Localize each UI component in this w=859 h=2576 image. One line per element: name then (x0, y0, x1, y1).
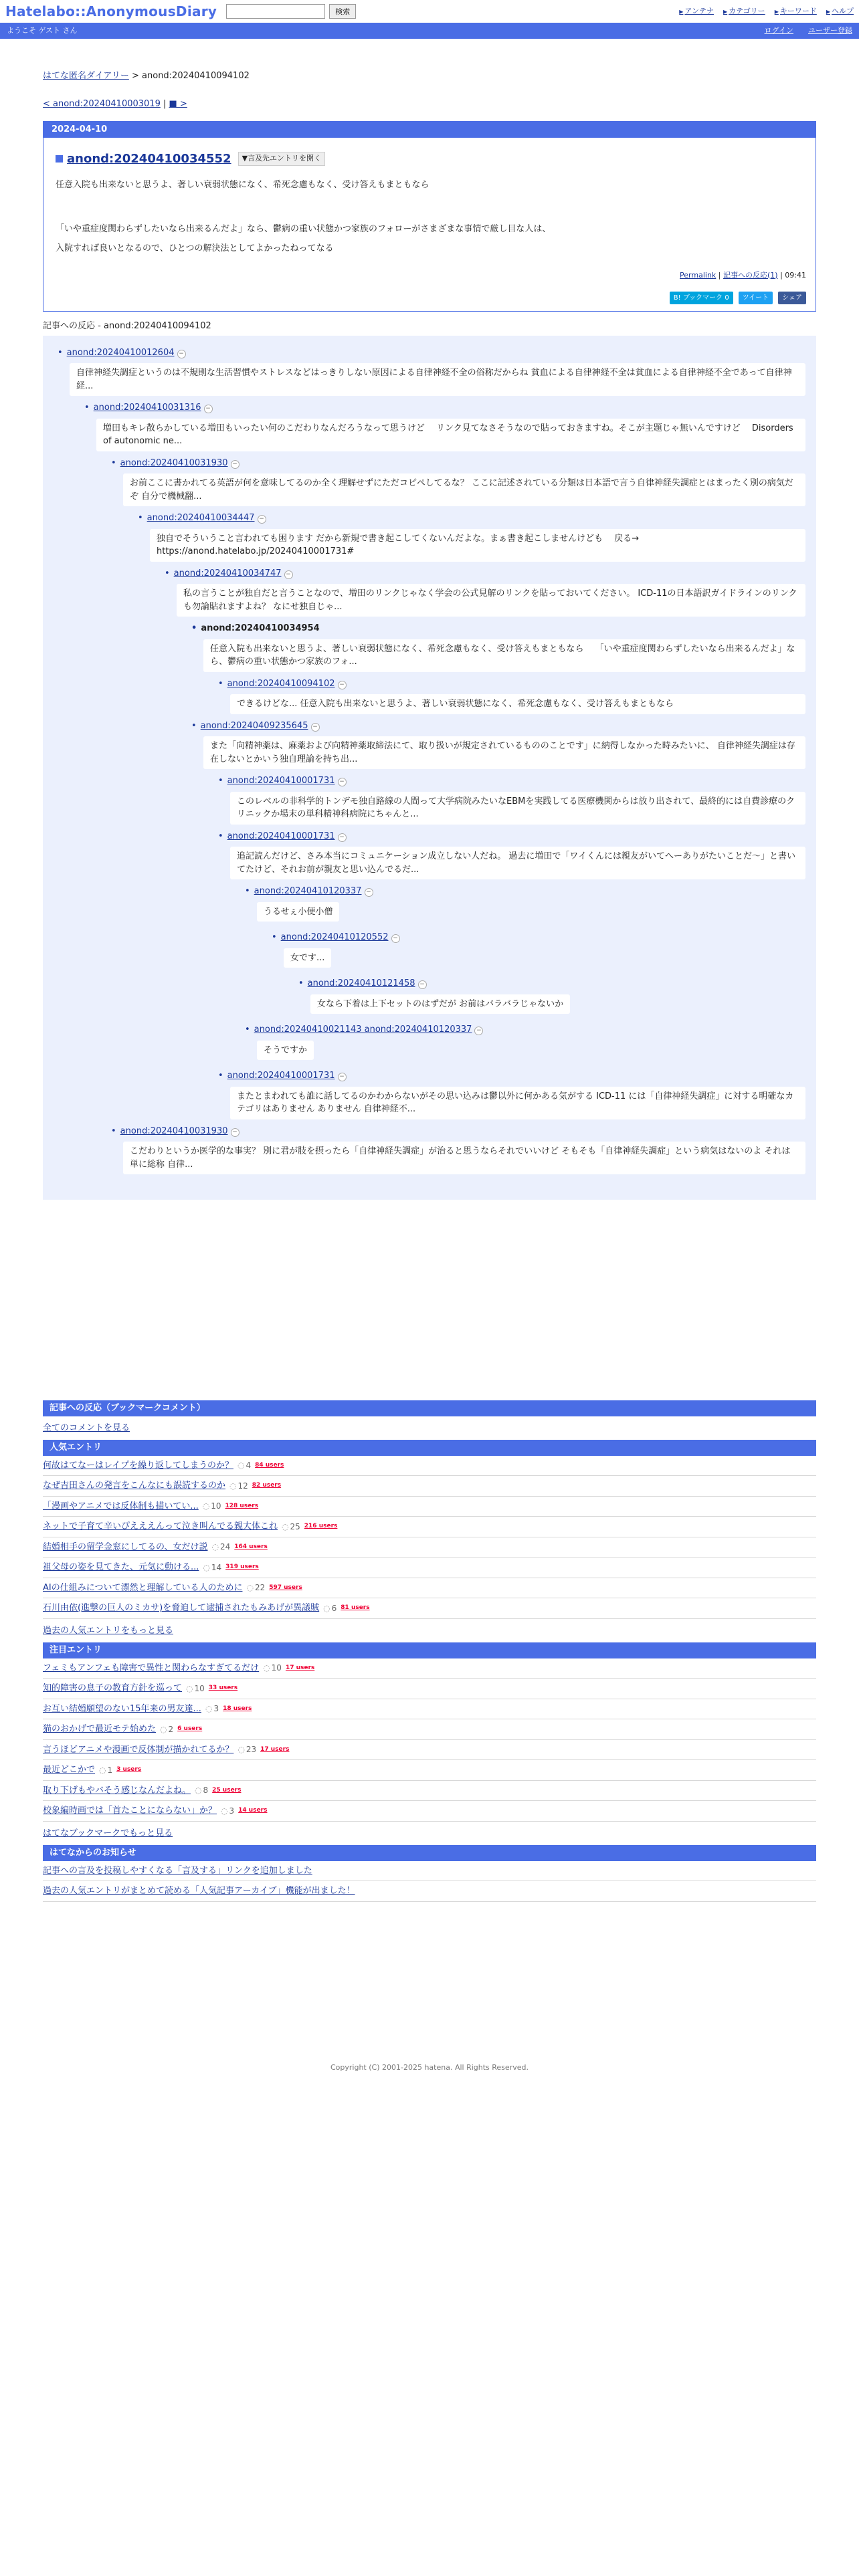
fold-icon[interactable]: − (391, 934, 400, 943)
entry-text (56, 179, 806, 255)
site-logo[interactable]: Hatelabo::AnonymousDiary (5, 3, 217, 19)
users-badge[interactable]: 81 users (341, 1604, 370, 1611)
reaction-text: お前ここに書かれてる英語が何を意味してるのか全く理解せずにただコピペしてるな？ ここに記述されている分類は日本語で言う自律神経失調症とはまったく別の病気だぞ 自分で機械翻... (123, 473, 805, 506)
fold-icon[interactable]: − (258, 515, 266, 524)
entry-footer: Permalink | 記事への反応(1) | 09:41 (680, 270, 806, 280)
reaction-head (218, 830, 805, 843)
hot-entry-link[interactable]: ネットで子育て辛いぴえええんって泣き叫んでる親大体これ (43, 1521, 278, 1531)
fold-icon[interactable]: − (365, 888, 373, 897)
fold-icon[interactable]: − (231, 1128, 240, 1137)
reaction-head (245, 885, 805, 898)
reaction-text: またとまわれても誰に話してるのかわからないがその思い込みは鬱以外に何かある気がする ICD-11 には「自律神経失調症」に対する明確なカテゴリはありません ありません 自律神経不... (230, 1087, 805, 1119)
reaction-head (272, 931, 805, 944)
reaction-text: うるせぇ小便小僧 (257, 902, 339, 922)
users-badge[interactable]: 17 users (260, 1745, 290, 1753)
users-badge[interactable]: 597 users (269, 1584, 302, 1591)
nav-help[interactable]: ▶ ヘルプ (826, 6, 854, 17)
entry-title[interactable]: anond:20240410034552 (67, 152, 231, 166)
reaction-head (84, 401, 805, 415)
users-badge[interactable]: 17 users (285, 1664, 315, 1671)
popular-more-link[interactable]: 過去の人気エントリをもっと見る (43, 1625, 174, 1636)
popular-list (43, 1456, 816, 1619)
reaction-link[interactable]: anond:20240410120552 (280, 932, 389, 942)
entry-paragraph: 入院すれば良いとなるので、ひとつの解決法としてよかったねってなる (56, 243, 334, 253)
hot-entry-link[interactable]: お互い結婚願望のない15年来の男友達... (43, 1703, 201, 1714)
hot-entry-link[interactable]: 何故はてなーはレイプを繰り返してしまうのか？ (43, 1460, 233, 1471)
comment-count: ◌ 22 (246, 1582, 265, 1594)
notice-link[interactable]: 過去の人気エントリがまとめて読める「人気記事アーカイブ」機能が出ました！ (43, 1886, 355, 1896)
hot-entry-row (43, 1801, 816, 1822)
nav-category[interactable]: ▶ カテゴリー (723, 6, 765, 17)
hot-entry-link[interactable]: 結婚相手の留学金窓にしてるの、女だけ説 (43, 1541, 208, 1552)
permalink[interactable]: Permalink (680, 270, 717, 280)
hot-entry-link[interactable]: なぜ吉田さんの発言をこんなにも誤読するのか (43, 1481, 226, 1491)
hot-entry-link[interactable]: 石川由依(進撃の巨人のミカサ)を脅迫して逮捕されたもみあげが異議賊 (43, 1603, 320, 1613)
hot-entry-link[interactable]: 猫のおかげで最近モテ始めた (43, 1724, 157, 1734)
entry-time: 09:41 (785, 270, 806, 280)
hot-entry-link[interactable]: 最近どこかで (43, 1765, 96, 1775)
breadcrumb (43, 70, 816, 83)
fold-icon[interactable]: − (418, 980, 427, 989)
reaction-text: そうですか (257, 1041, 314, 1061)
reaction-text: 追記読んだけど、さみ本当にコミュニケーション成立しない人だね。 過去に増田で「ワイくんには親友がいてへーありがたいことだ〜」と書いてたけど、それお前が親友と思い込んでるだ... (230, 847, 805, 879)
search-input[interactable] (226, 4, 325, 19)
comment-count: ◌ 10 (186, 1683, 205, 1695)
all-comments (43, 1416, 816, 1440)
register-link[interactable]: ユーザー登録 (808, 25, 852, 35)
popular-title: 人気エントリ (43, 1440, 816, 1456)
reaction-link[interactable]: anond:20240410034447 (147, 513, 255, 523)
hot-entry-row (43, 1558, 816, 1578)
welcome-bar (0, 23, 859, 39)
reaction-link[interactable]: anond:20240410001731 (227, 1071, 335, 1081)
entry-title-row (56, 150, 806, 168)
reaction-text: こだわりというか医学的な事実？ 別に君が肢を摂ったら「自律神経失調症」が治ると思うならそれでいいけど そもそも「自律神経失調症」という病気はないのよ それは単に総称 自律... (123, 1142, 805, 1174)
comment-count: ◌ 1 (99, 1764, 112, 1776)
comment-count: ◌ 8 (195, 1784, 208, 1796)
hot-entry-link[interactable]: 校象編時画では「首たことにならない」か？ (43, 1806, 217, 1816)
pager (43, 98, 816, 111)
reaction-text: 私の言うことが独自だと言うことなので、増田のリンクじゃなく学会の公式見解のリンクを貼っておいてください。 ICD-11の日本語訳ガイドラインのリンクも勿論貼れますよね？ なにせ独自じゃ... (177, 584, 805, 617)
reaction-text: また「向精神薬は、麻薬および向精神薬取締法にて、取り扱いが規定されているもののことです」に納得しなかった時みたいに、 自律神経失調症は存在しないとかいう独自理論を持ち出... (203, 736, 805, 769)
breadcrumb-sep: > (131, 71, 139, 81)
hot-entry-row (43, 1598, 816, 1619)
reaction-head (218, 774, 805, 788)
comment-count: ◌ 3 (221, 1805, 234, 1817)
fold-icon[interactable]: − (204, 405, 213, 413)
reaction-link[interactable]: anond:20240410001731 (227, 776, 335, 786)
bookmark-section-title: 記事への反応（ブックマークコメント） (43, 1400, 816, 1416)
hot-entry-link[interactable]: フェミもアンフェも障害で異性と関わらなすぎてるだけ (43, 1662, 260, 1673)
notice-link[interactable]: 記事への言及を投稿しやすくなる「言及する」リンクを追加しました (43, 1865, 312, 1876)
reaction-link[interactable]: anond:20240410034747 (173, 568, 282, 578)
hot-entry-link[interactable]: 取り下げもやバそう感じなんだよね。 (43, 1785, 191, 1796)
open-referenced-button[interactable]: ▼言及先エントリを開く (238, 152, 325, 166)
reaction-link[interactable]: anond:20240410094102 (227, 678, 335, 689)
nav-antenna[interactable]: ▶ アンテナ (679, 6, 714, 17)
hot-entry-row (43, 1781, 816, 1802)
hot-entry-row (43, 1517, 816, 1537)
users-badge[interactable]: 128 users (225, 1502, 259, 1509)
reaction-text: 独自でそういうこと言われても困ります だから新規で書き起こしてくないんだよな。まぁ書き起こしませんけども 戻る→ https://anond.hatelabo.jp/20240410001731# (150, 529, 805, 562)
login-link[interactable]: ログイン (764, 25, 793, 35)
users-badge[interactable]: 84 users (255, 1461, 284, 1469)
reaction-link[interactable]: anond:20240409235645 (200, 720, 308, 731)
nav-keyword[interactable]: ▶ キーワード (775, 6, 817, 17)
reaction-text: 自律神経失調症というのは不規則な生活習慣やストレスなどはっきりしない原因による自律神経不全の俗称だからね 貧血による自律神経不全は貧血による自律神経不全であって自律神経... (70, 363, 805, 396)
tweet-button[interactable]: ツイート (739, 292, 773, 304)
prev-entry-link[interactable]: < anond:20240410003019 (43, 98, 161, 109)
hot-entry-row (43, 1719, 816, 1740)
pager-sep: | (163, 98, 167, 109)
reaction-text: 任意入院も出来ないと思うよ、著しい衰弱状態になく、希死念慮もなく、受け答えもまともなら 「いや重症度関わらずしたいなら出来るんだよ」なら、鬱病の重い状態かつ家族のフォ... (203, 639, 805, 672)
reaction-head (111, 1125, 805, 1138)
reaction-head (111, 457, 805, 470)
reactions-title: 記事への反応 - anond:20240410094102 (43, 321, 211, 331)
comment-count: ◌ 25 (282, 1521, 300, 1533)
fold-icon[interactable]: − (338, 778, 347, 786)
hot-entry-row (43, 1578, 816, 1599)
hot-entry-row (43, 1476, 816, 1497)
users-badge[interactable]: 82 users (252, 1482, 282, 1489)
fold-icon[interactable]: − (338, 833, 347, 842)
reaction-link[interactable]: anond:20240410031930 (120, 457, 228, 468)
share-buttons (56, 292, 806, 304)
comment-count: ◌ 3 (205, 1703, 219, 1715)
reactions-link[interactable]: 記事への反応(1) (723, 270, 778, 280)
fold-icon[interactable]: − (284, 570, 293, 579)
hot-entry-link[interactable]: AIの仕組みについて漂然と理解している人のために (43, 1582, 243, 1593)
hot-entry-link[interactable]: 「漫画やアニメでは反体制も描いてい... (43, 1501, 199, 1511)
comment-count: ◌ 4 (237, 1459, 251, 1471)
reaction-head (218, 1069, 805, 1083)
reaction-text: できるけどな... 任意入院も出来ないと思うよ、著しい衰弱状態になく、希死念慮もなく、受け答えもまともなら (230, 694, 805, 714)
reaction-current: anond:20240410034954 (201, 623, 320, 633)
hot-entry-row (43, 1679, 816, 1699)
comment-count: ◌ 10 (263, 1662, 282, 1674)
attention-list (43, 1658, 816, 1822)
search-button[interactable]: 検索 (329, 4, 356, 19)
users-badge[interactable]: 6 users (177, 1725, 203, 1732)
reaction-link[interactable]: anond:20240410031316 (93, 403, 201, 413)
users-badge[interactable]: 319 users (225, 1564, 259, 1570)
entry (43, 121, 816, 312)
reaction-head (191, 720, 805, 733)
entry-paragraph: 「いや重症度関わらずしたいなら出来るんだよ」なら、鬱病の重い状態かつ家族のフォローがさまざまな事情で厳し目な人は、 (56, 223, 551, 234)
users-badge[interactable]: 33 users (208, 1685, 238, 1691)
notice-title: はてなからのお知らせ (43, 1845, 816, 1861)
comment-count: ◌ 2 (160, 1723, 173, 1735)
reaction-link[interactable]: anond:20240410021143 anond:20240410120337 (254, 1025, 472, 1035)
hot-entry-row (43, 1740, 816, 1761)
reaction-head (165, 567, 805, 580)
hot-entry-row (43, 1537, 816, 1558)
fold-icon[interactable]: − (311, 723, 320, 732)
comment-count: ◌ 24 (211, 1541, 230, 1553)
attention-more-link[interactable]: はてなブックマークでもっと見る (43, 1828, 173, 1838)
breadcrumb-root[interactable]: はてな匿名ダイアリー (43, 71, 129, 81)
comment-count: ◌ 12 (229, 1480, 248, 1492)
copyright: Copyright (C) 2001-2025 hatena. All Rights Reserved. (330, 2062, 529, 2072)
attention-title: 注目エントリ (43, 1642, 816, 1658)
reaction-link[interactable]: anond:20240410012604 (66, 347, 175, 358)
hot-entry-link[interactable]: 知的障害の息子の教育方針を巡って (43, 1683, 183, 1693)
reaction-text: 増田もキレ散らかしている増田もいったい何のこだわりなんだろうなって思うけど リンク見てなさそうなので貼っておきますね。そこが主題じゃ無いんですけど Disorders of autonomic ne... (96, 419, 805, 451)
hot-entry-row (43, 1497, 816, 1517)
comment-count: ◌ 23 (237, 1743, 256, 1755)
users-badge[interactable]: 164 users (234, 1543, 268, 1550)
users-badge[interactable]: 25 users (212, 1786, 242, 1794)
welcome-text: ようこそ ゲスト さん (7, 25, 78, 35)
reaction-text: 女なら下着は上下セットのはずだが お前はバラバラじゃないか (310, 994, 570, 1014)
hot-entry-link[interactable]: 祖父母の姿を見てきた、元気に動ける... (43, 1562, 199, 1572)
square-icon (56, 155, 63, 163)
fold-icon[interactable]: − (338, 1073, 347, 1081)
reaction-head (298, 977, 805, 990)
reaction-head (138, 512, 805, 525)
reaction-link[interactable]: anond:20240410120337 (254, 886, 362, 896)
reaction-link[interactable]: anond:20240410001731 (227, 831, 335, 841)
reaction-head (191, 622, 805, 635)
users-badge[interactable]: 14 users (238, 1807, 268, 1814)
users-badge[interactable]: 216 users (304, 1523, 338, 1529)
reaction-head (218, 677, 805, 691)
users-badge[interactable]: 18 users (223, 1705, 252, 1712)
hot-entry-row (43, 1658, 816, 1679)
hot-entry-link[interactable]: 言うほどアニメや漫画で反体制が描かれてるか？ (43, 1744, 234, 1755)
entry-date: 2024-04-10 (43, 122, 816, 138)
facebook-share-button[interactable]: シェア (778, 292, 806, 304)
next-entry-link[interactable]: ■ > (169, 98, 187, 109)
reaction-text: 女です... (284, 948, 331, 968)
hot-entry-row (43, 1699, 816, 1720)
comment-count: ◌ 6 (323, 1602, 337, 1614)
reaction-tree (43, 336, 816, 1200)
fold-icon[interactable]: − (231, 460, 240, 469)
top-bar (0, 0, 859, 23)
entry-paragraph: 任意入院も出来ないと思うよ、著しい衰弱状態になく、希死念慮もなく、受け答えもまともなら (56, 180, 430, 190)
reaction-head (245, 1023, 805, 1037)
fold-icon[interactable]: − (338, 681, 347, 689)
breadcrumb-current: anond:20240410094102 (142, 71, 250, 81)
reaction-head (58, 346, 805, 360)
hot-entry-row (43, 1760, 816, 1781)
hot-entry-row (43, 1456, 816, 1477)
comment-count: ◌ 14 (203, 1562, 221, 1574)
fold-icon[interactable]: − (474, 1027, 483, 1035)
users-badge[interactable]: 3 users (116, 1766, 142, 1773)
reaction-link[interactable]: anond:20240410031930 (120, 1125, 228, 1136)
top-nav (679, 6, 854, 17)
all-comments-link[interactable]: 全てのコメントを見る (43, 1422, 130, 1433)
bookmark-button[interactable]: B! ブックマーク 0 (670, 292, 733, 304)
reaction-text: このレベルの非科学的トンデモ独自路線の人間って大学病院みたいなEBMを実践してる医療機関からは放り出されて、最終的には自費診療のクリニックか場末の単科精神科病院にちゃんと... (230, 792, 805, 825)
reaction-link[interactable]: anond:20240410121458 (307, 978, 415, 988)
fold-icon[interactable]: − (177, 350, 186, 358)
comment-count: ◌ 10 (203, 1500, 221, 1512)
